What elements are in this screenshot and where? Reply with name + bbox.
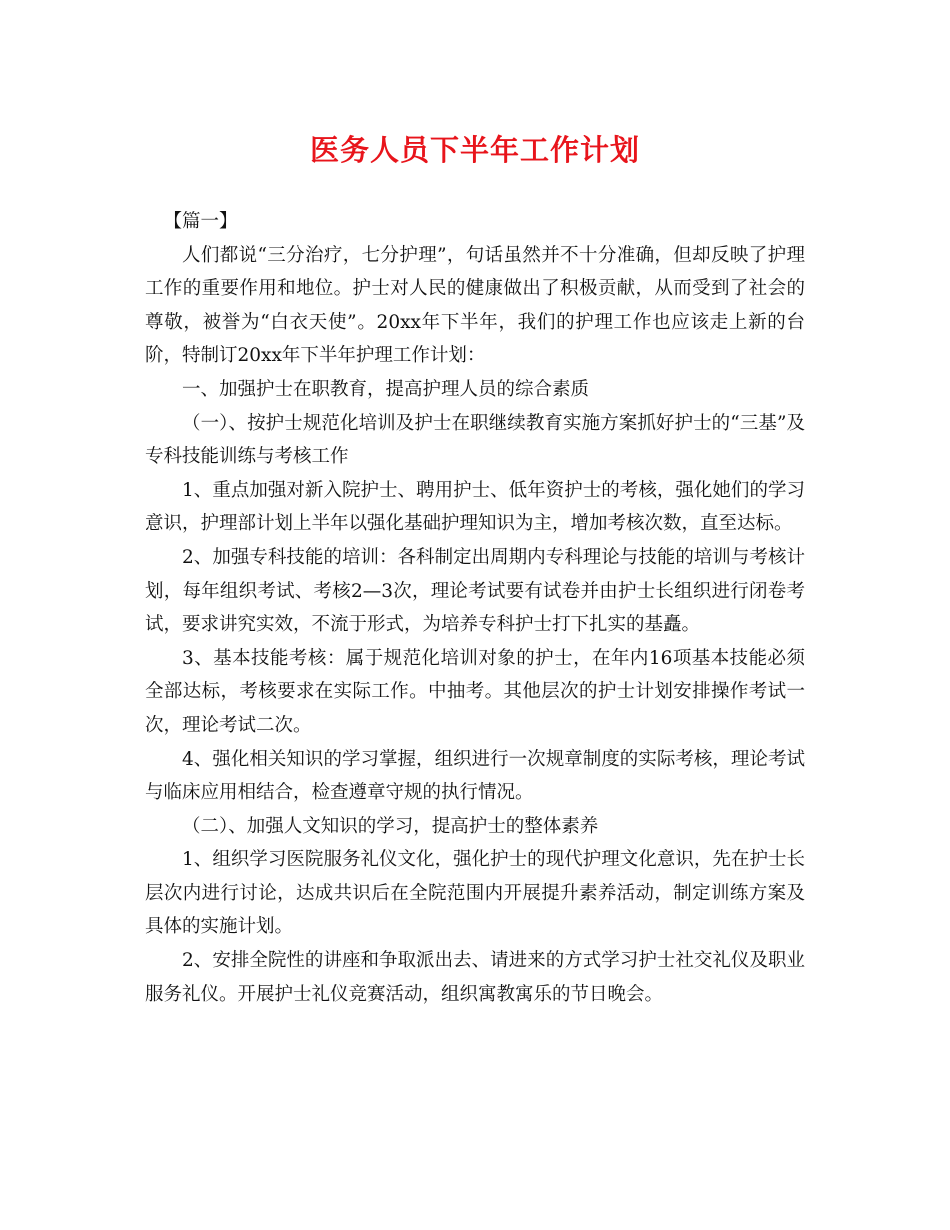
list-item: 3、基本技能考核：属于规范化培训对象的护士，在年内16项基本技能必须全部达标，考核要求在实际工作。中抽考。其他层次的护士计划安排操作考试一次，理论考试二次。 xyxy=(145,647,805,736)
list-item: 1、组织学习医院服务礼仪文化，强化护士的现代护理文化意识，先在护士长层次内进行讨论，达成共识后在全院范围内开展提升素养活动，制定训练方案及具体的实施计划。 xyxy=(145,849,805,938)
intro-paragraph: 人们都说“三分治疗，七分护理”，句话虽然并不十分准确，但却反映了护理工作的重要作用和地位。护士对人民的健康做出了积极贡献，从而受到了社会的尊敬，被誉为“白衣天使”。20xx年下半年，我们的护理工作也应该走上新的台阶，特制订20xx年下半年护理工作计划： xyxy=(145,244,805,367)
subheading-two: （二）、加强人文知识的学习，提高护士的整体素养 xyxy=(182,815,599,837)
list-item: 4、强化相关知识的学习掌握，组织进行一次规章制度的实际考核，理论考试与临床应用相结合，检查遵章守规的执行情况。 xyxy=(145,748,805,804)
list-item: 2、安排全院性的讲座和争取派出去、请进来的方式学习护士社交礼仪及职业服务礼仪。开展护士礼仪竞赛活动，组织寓教寓乐的节日晚会。 xyxy=(145,950,805,1005)
list-item: 2、加强专科技能的培训：各科制定出周期内专科理论与技能的培训与考核计划，每年组织考试、考核2—3次，理论考试要有试卷并由护士长组织进行闭卷考试，要求讲究实效，不流于形式，为培养专科护士打下扎实的基矗。 xyxy=(145,546,805,636)
list-item: 1、重点加强对新入院护士、聘用护士、低年资护士的考核，强化她们的学习意识，护理部计划上半年以强化基础护理知识为主，增加考核次数，直至达标。 xyxy=(145,479,805,535)
document-title: 医务人员下半年工作计划 xyxy=(309,133,640,167)
section-mark: 【篇一】 xyxy=(163,211,238,232)
heading-part-one: 一、加强护士在职教育，提高护理人员的综合素质 xyxy=(182,378,590,400)
subheading-one: （一）、按护士规范化培训及护士在职继续教育实施方案抓好护士的“三基”及专科技能训练与考核工作 xyxy=(145,412,805,468)
document-body xyxy=(145,205,805,1011)
